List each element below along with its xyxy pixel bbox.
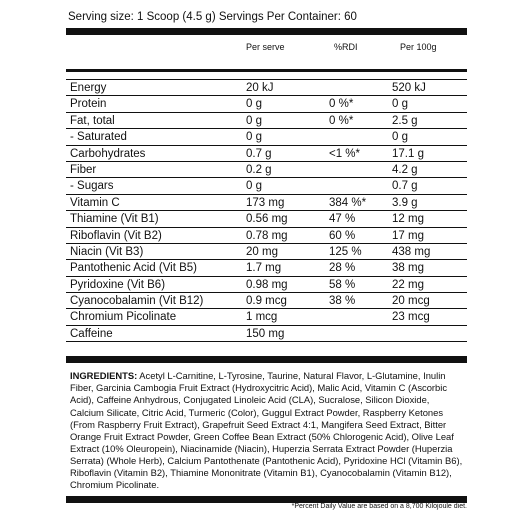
rdi-value: 0 %* [329,114,354,127]
per-serve-value: 173 mg [246,196,285,209]
nutrient-name: Cyanocobalamin (Vit B12) [70,295,204,308]
table-row [66,178,467,194]
per-100g-value: 12 mg [392,213,424,226]
nutrient-name: Niacin (Vit B3) [70,245,144,258]
ingredients-text: Acetyl L-Carnitine, L-Tyrosine, Taurine, Natural Flavor, L-Glutamine, Inulin Fiber, Garcinia Cambogia Fruit Extract (Hydroxycitric Acid), Malic Acid, Vitamin C (Ascorbic Acid), Caffeine Anhydrous, Conjugated Linoleic Acid (CLA), Sucralose, Silicon Dioxide, Calcium Silicate, Citric Acid, Turmeric (Color), Guggul Extract Powder, Raspberry Ketones (From Raspberry Fruit Extract), Grapefruit Seed Extract 4:1, Mangifera Seed Extract, Bitter Orange Fruit Extract Powder, Green Coffee Bean Extract (50% Chlorogenic Acid), Olive Leaf Extract (10% Oleuropein), Niacinamide (Niacin), Huperzia Serrata Extract Powder (Huperzia Serrata) (Whole Herb), Calcium Pantothenate (Pantothenic Acid), Pyridoxine HCl (Vitamin B6), Riboflavin (Vitamin B2), Thiamine Mononitrate (Vitamin B1), Cyanocobalamin (Vitamin B12), Chromium Picolinate. [70,370,463,491]
per-serve-value: 20 mg [246,245,278,258]
per-serve-value: 150 mg [246,327,285,340]
table-row [66,293,467,309]
nutrient-name: Pantothenic Acid (Vit B5) [70,262,197,275]
ingredients-block [66,363,467,496]
top-divider [66,28,467,35]
nutrient-name: - Sugars [70,180,114,193]
table-row [66,326,467,342]
per-100g-value: 4.2 g [392,163,418,176]
nutrient-name: Chromium Picolinate [70,311,177,324]
per-100g-value: 0.7 g [392,180,418,193]
column-per-100g: Per 100g [400,42,437,52]
table-row [66,244,467,260]
rdi-value: 28 % [329,262,356,275]
per-serve-value: 20 kJ [246,82,274,94]
nutrient-name: Caffeine [70,327,113,340]
rdi-value: 125 % [329,245,362,258]
nutrient-name: Riboflavin (Vit B2) [70,229,162,242]
nutrient-table [66,69,467,342]
per-100g-value: 3.9 g [392,196,418,209]
per-100g-value: 0 g [392,131,408,144]
nutrient-name: Energy [70,82,107,94]
per-100g-value: 438 mg [392,245,431,258]
per-serve-value: 0.7 g [246,147,272,160]
per-100g-value: 2.5 g [392,114,418,127]
per-serve-value: 0 g [246,98,262,111]
per-serve-value: 0.78 mg [246,229,288,242]
table-row [66,113,467,129]
nutrient-name: Fiber [70,163,97,176]
column-rdi: %RDI [334,42,358,52]
serving-info: Serving size: 1 Scoop (4.5 g) Servings Per Container: 60 [68,11,357,23]
ingredients-divider [66,356,467,363]
nutrient-name: Thiamine (Vit B1) [70,213,159,226]
rdi-value: 60 % [329,229,356,242]
table-row [66,260,467,276]
table-row [66,146,467,162]
table-row [66,79,467,96]
table-row [66,277,467,293]
per-serve-value: 0.2 g [246,163,272,176]
per-serve-value: 0.56 mg [246,213,288,226]
per-serve-value: 0 g [246,131,262,144]
table-row [66,162,467,178]
nutrient-name: - Saturated [70,131,127,144]
nutrient-name: Fat, total [70,114,115,127]
rdi-value: 47 % [329,213,356,226]
per-serve-value: 0.98 mg [246,278,288,291]
table-row [66,211,467,227]
column-per-serve: Per serve [246,42,285,52]
rdi-value: 384 %* [329,196,367,209]
per-serve-value: 1 mcg [246,311,278,324]
table-row [66,228,467,244]
per-100g-value: 520 kJ [392,82,426,94]
nutrition-panel [66,6,467,503]
table-row [66,96,467,112]
ingredients-label: INGREDIENTS: [70,370,138,382]
rdi-value: <1 %* [329,147,361,160]
nutrient-name: Protein [70,98,107,111]
rdi-value: 58 % [329,278,356,291]
per-serve-value: 0 g [246,180,262,193]
per-100g-value: 17 mg [392,229,424,242]
per-serve-value: 1.7 mg [246,262,282,275]
per-serve-value: 0 g [246,114,262,127]
table-row [66,129,467,145]
nutrient-name: Carbohydrates [70,147,146,160]
nutrient-name: Vitamin C [70,196,120,209]
per-100g-value: 38 mg [392,262,424,275]
rdi-value: 38 % [329,295,356,308]
rdi-footnote: *Percent Daily Value are based on a 8,700 Kilojoule diet. [291,503,467,510]
per-100g-value: 23 mcg [392,311,430,324]
per-100g-value: 22 mg [392,278,424,291]
per-serve-value: 0.9 mcg [246,295,287,308]
per-100g-value: 0 g [392,98,408,111]
nutrient-name: Pyridoxine (Vit B6) [70,278,166,291]
per-100g-value: 17.1 g [392,147,424,160]
rdi-value: 0 %* [329,98,354,111]
table-row [66,309,467,325]
per-100g-value: 20 mcg [392,295,430,308]
table-row [66,195,467,211]
column-headers [66,35,467,65]
